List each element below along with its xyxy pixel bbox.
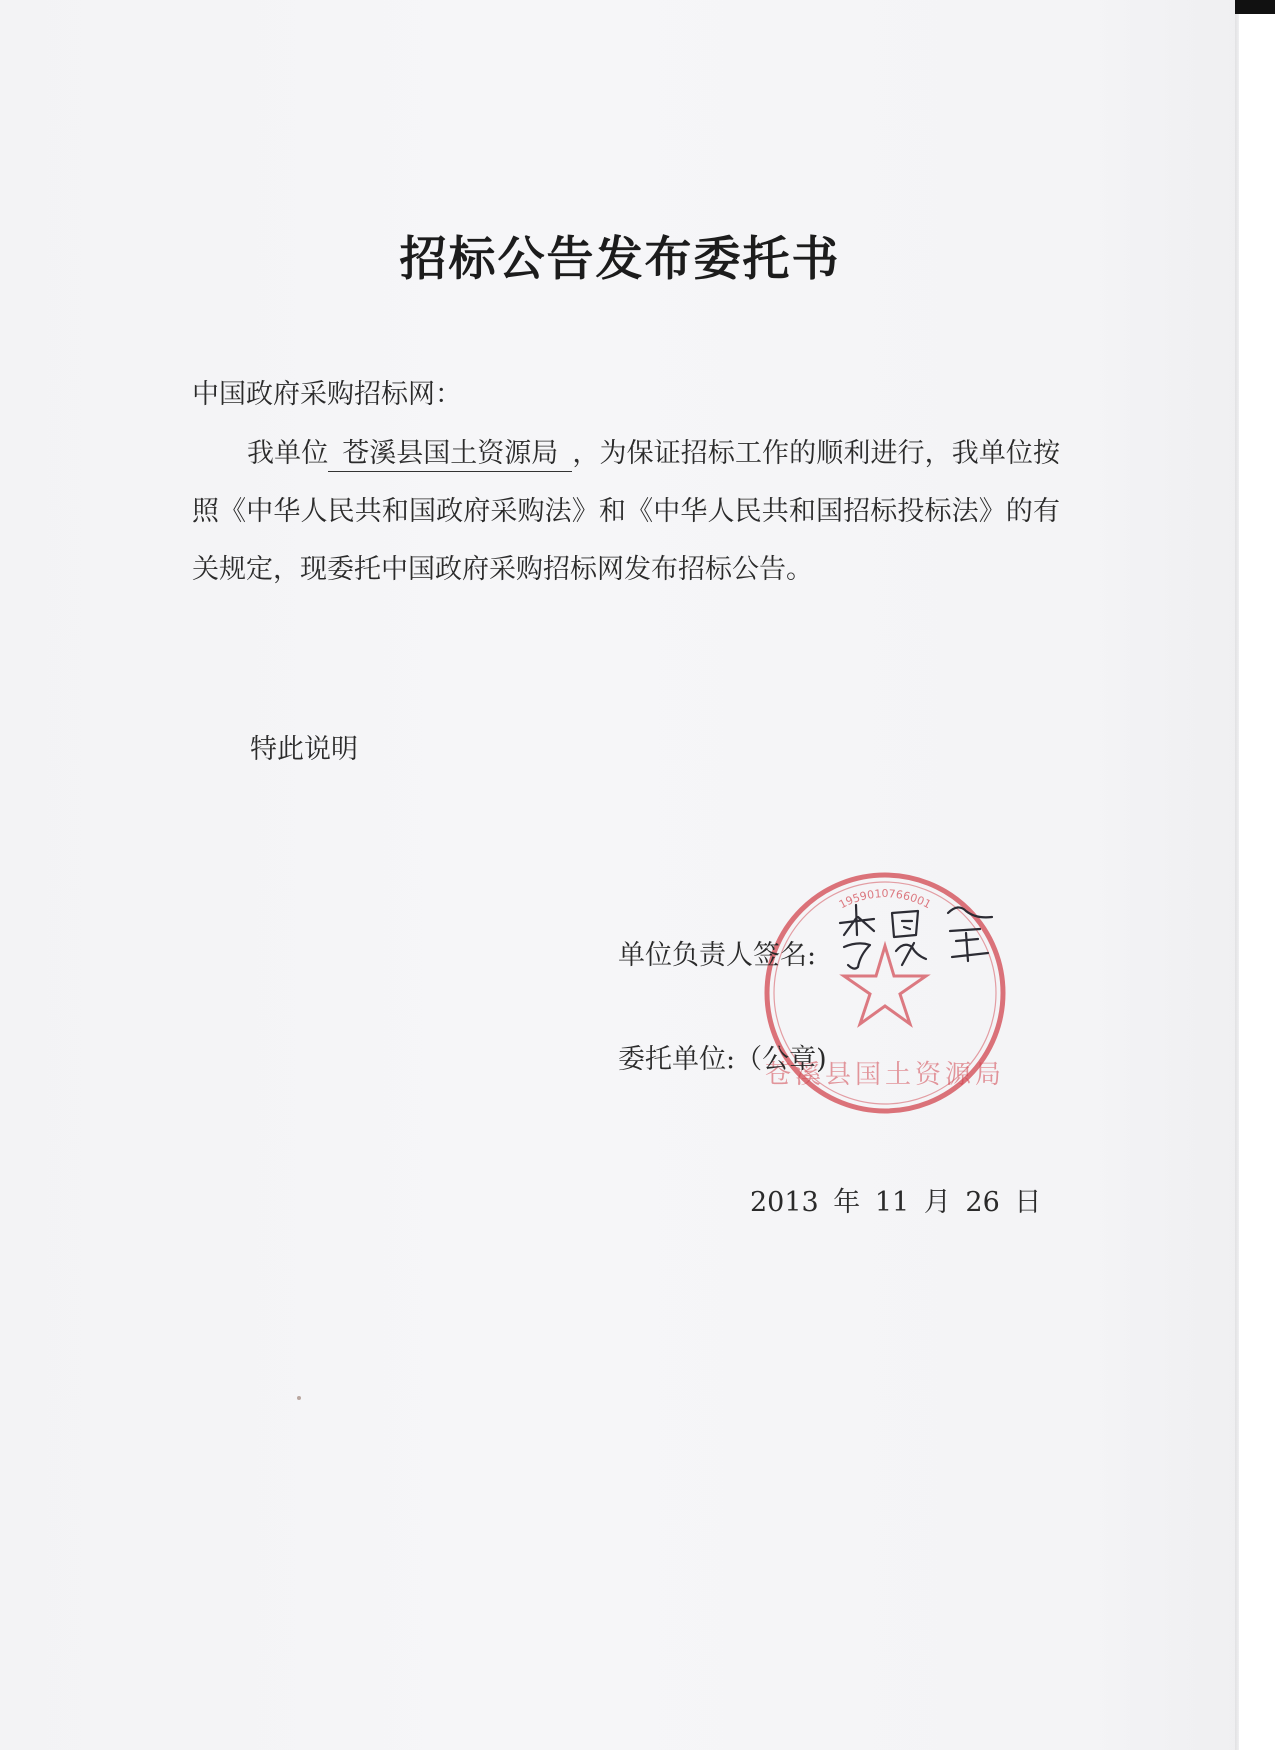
seal-code: 1959010766001 xyxy=(836,887,934,912)
body-text: ，为保证招标工作的顺利进行，我单位按照《中华人民共和国政府采购法》和《中华人民共和国招标投标法》的有关规定，现委托中国政府采购招标网发布招标公告。 xyxy=(192,438,1061,585)
unit-name: 苍溪县国土资源局 xyxy=(328,437,572,472)
scan-corner xyxy=(1235,0,1275,14)
date: 2013 年 11 月 26 日 xyxy=(750,1187,1042,1218)
document-title: 招标公告发布委托书 xyxy=(399,232,841,287)
seal-arc-text: 苍溪县国土资源局 xyxy=(764,1060,1006,1090)
page-edge xyxy=(1239,0,1275,1750)
closing-text: 特此说明 xyxy=(250,734,358,765)
signer-label: 单位负责人签名: xyxy=(618,940,817,971)
client-unit-label: 委托单位:（公章) xyxy=(618,1044,827,1075)
body-prefix: 我单位 xyxy=(247,438,329,469)
handwritten-signature xyxy=(830,895,1010,975)
paper-speck xyxy=(297,1396,301,1400)
salutation: 中国政府采购招标网： xyxy=(192,379,462,410)
body-paragraph xyxy=(192,425,1060,599)
